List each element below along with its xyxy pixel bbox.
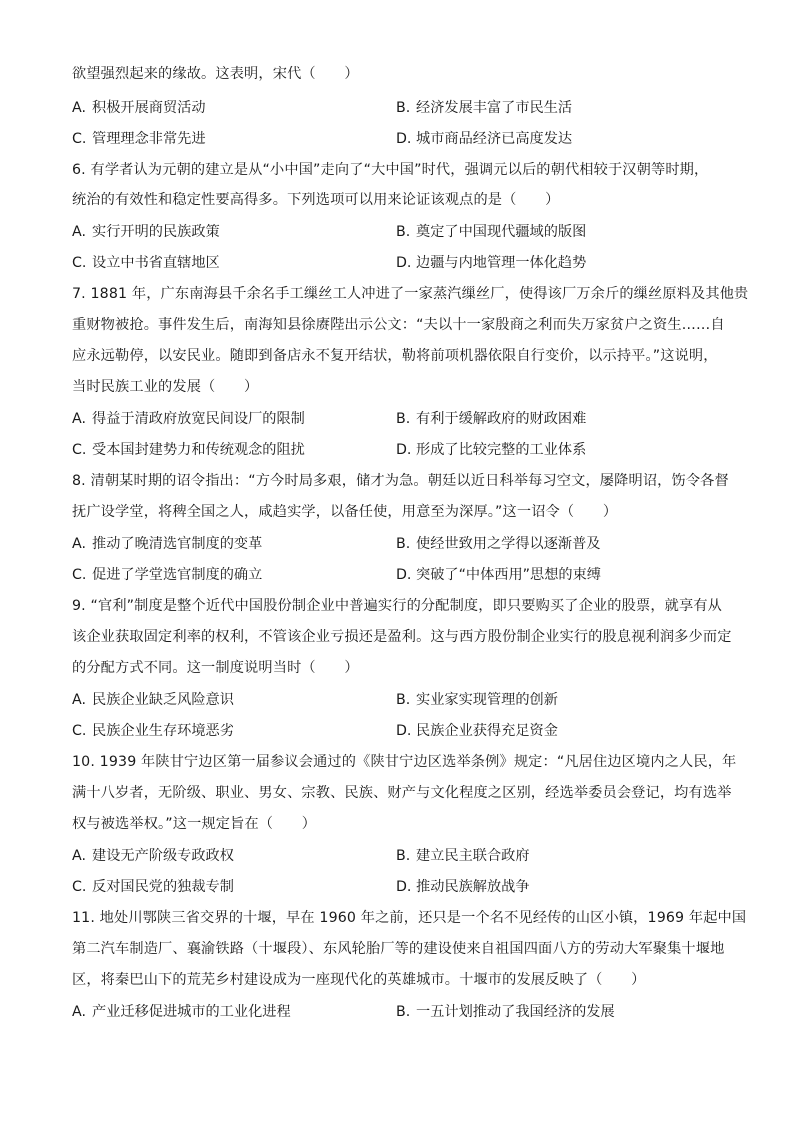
q7-stem-line-4: 当时民族工业的发展（ ） (72, 379, 259, 395)
q6-stem-line-1: 6. 有学者认为元朝的建立是从“小中国”走向了“大中国”时代，强调元以后的朝代相较于汉朝等时期， (72, 162, 709, 178)
q5-option-b[interactable]: B. 经济发展丰富了市民生活 (396, 100, 573, 116)
q9-stem-line-2: 该企业获取固定利率的权利，不管该企业亏损还是盈利。这与西方股份制企业实行的股息视利润多少而定 (72, 629, 732, 645)
q10-option-b[interactable]: B. 建立民主联合政府 (396, 848, 530, 864)
q9-stem-line-1: 9. “官利”制度是整个近代中国股份制企业中普遍实行的分配制度，即只要购买了企业的股票，就享有从 (72, 598, 723, 614)
q8-option-d[interactable]: D. 突破了“中体西用”思想的束缚 (396, 567, 601, 583)
q8-option-c[interactable]: C. 促进了学堂选官制度的确立 (72, 567, 263, 583)
q10-stem-line-2: 满十八岁者，无阶级、职业、男女、宗教、民族、财产与文化程度之区别，经选举委员会登记，均有选举 (72, 785, 732, 801)
q10-option-c[interactable]: C. 反对国民党的独裁专制 (72, 879, 234, 895)
q11-stem-line-2: 第二汽车制造厂、襄渝铁路（十堰段）、东风轮胎厂等的建设使来自祖国四面八方的劳动大军聚集十堰地 (72, 941, 725, 957)
q8-stem-line-2: 抚广设学堂，将稗全国之人，咸趋实学，以备任使，用意至为深厚。”这一诏令（ ） (72, 504, 618, 520)
q6-option-d[interactable]: D. 边疆与内地管理一体化趋势 (396, 255, 587, 271)
q5-tail: 欲望强烈起来的缘故。这表明，宋代（ ） (72, 66, 359, 82)
q9-option-b[interactable]: B. 实业家实现管理的创新 (396, 692, 558, 708)
q6-option-c[interactable]: C. 设立中书省直辖地区 (72, 255, 220, 271)
q6-stem-line-2: 统治的有效性和稳定性要高得多。下列选项可以用来论证该观点的是（ ） (72, 192, 560, 208)
q6-option-b[interactable]: B. 奠定了中国现代疆域的版图 (396, 224, 587, 240)
q10-option-a[interactable]: A. 建设无产阶级专政政权 (72, 848, 234, 864)
q7-stem-line-3: 应永远勒停，以安民业。随即到备店永不复开结状，勒将前项机器依限自行变价，以示持平。”这说明， (72, 348, 718, 364)
q9-option-a[interactable]: A. 民族企业缺乏风险意识 (72, 692, 234, 708)
q5-option-a[interactable]: A. 积极开展商贸活动 (72, 100, 206, 116)
q11-stem-line-1: 11. 地处川鄂陕三省交界的十堰，早在 1960 年之前，还只是一个名不见经传的山区小镇，1969 年起中国 (72, 910, 747, 926)
q6-option-a[interactable]: A. 实行开明的民族政策 (72, 224, 220, 240)
q7-option-b[interactable]: B. 有利于缓解政府的财政困难 (396, 411, 587, 427)
q10-option-d[interactable]: D. 推动民族解放战争 (396, 879, 530, 895)
q11-stem-line-3: 区，将秦巴山下的荒芜乡村建设成为一座现代化的英雄城市。十堰市的发展反映了（ ） (72, 972, 646, 988)
q7-stem-line-2: 重财物被抢。事件发生后，南海知县徐赓陛出示公文：“夫以十一家殷商之利而失万家贫户之资生……自 (72, 317, 725, 333)
q7-stem-line-1: 7. 1881 年，广东南海县千余名手工缫丝工人冲进了一家蒸汽缫丝厂，使得该厂万余斤的缫丝原料及其他贵 (72, 286, 749, 302)
q5-option-d[interactable]: D. 城市商品经济已高度发达 (396, 131, 573, 147)
q7-option-a[interactable]: A. 得益于清政府放宽民间设厂的限制 (72, 411, 305, 427)
q8-option-b[interactable]: B. 使经世致用之学得以逐渐普及 (396, 536, 601, 552)
q10-stem-line-3: 权与被选举权。”这一规定旨在（ ） (72, 816, 317, 832)
q11-option-a[interactable]: A. 产业迁移促进城市的工业化进程 (72, 1004, 291, 1020)
q7-option-d[interactable]: D. 形成了比较完整的工业体系 (396, 442, 587, 458)
q9-stem-line-3: 的分配方式不同。这一制度说明当时（ ） (72, 660, 359, 676)
q8-stem-line-1: 8. 清朝某时期的诏令指出：“方今时局多艰，储才为急。朝廷以近日科举每习空文，屡降明诏，饬令各督 (72, 473, 729, 489)
q9-option-d[interactable]: D. 民族企业获得充足资金 (396, 723, 558, 739)
q10-stem-line-1: 10. 1939 年陕甘宁边区第一届参议会通过的《陕甘宁边区选举条例》规定：“凡居住边区境内之人民，年 (72, 754, 737, 770)
q7-option-c[interactable]: C. 受本国封建势力和传统观念的阻扰 (72, 442, 305, 458)
q8-option-a[interactable]: A. 推动了晚清选官制度的变革 (72, 536, 263, 552)
q11-option-b[interactable]: B. 一五计划推动了我国经济的发展 (396, 1004, 615, 1020)
q5-option-c[interactable]: C. 管理理念非常先进 (72, 131, 206, 147)
q9-option-c[interactable]: C. 民族企业生存环境恶劣 (72, 723, 234, 739)
